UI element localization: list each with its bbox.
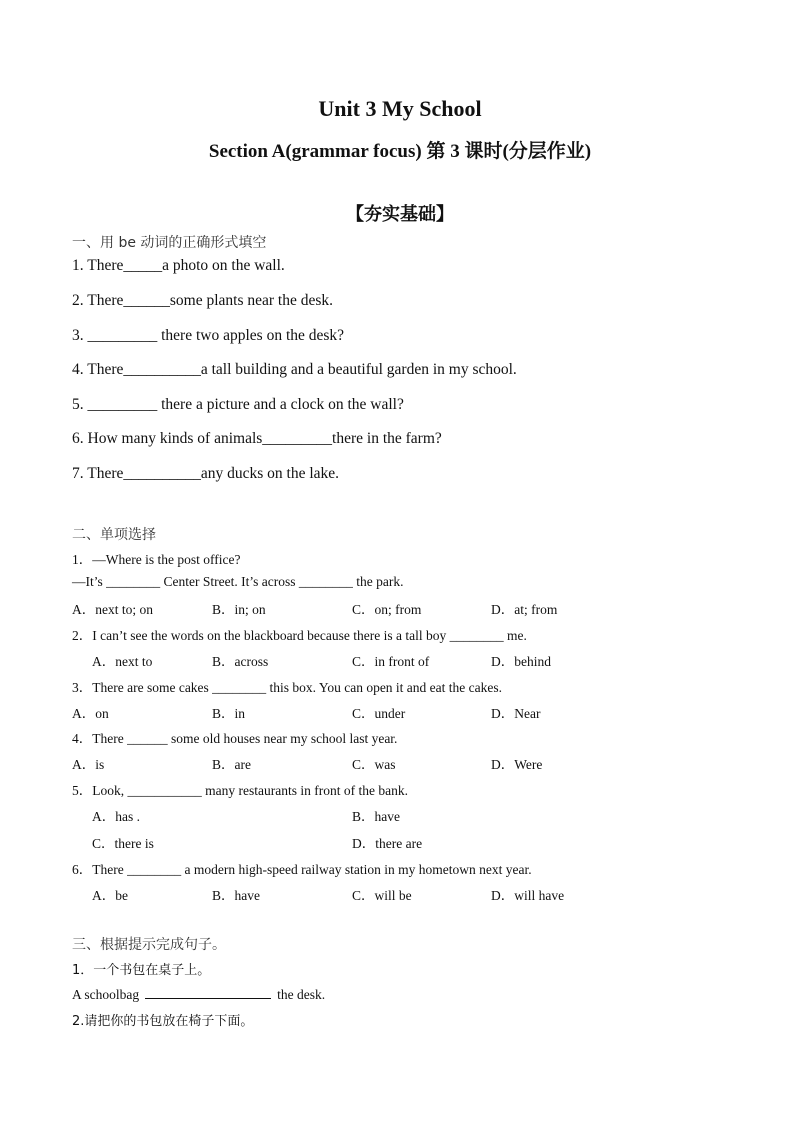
q2-option-c: C．in front of [352,654,430,669]
part1-heading: 一、用 be 动词的正确形式填空 [72,235,267,251]
part1-item-3: 3. _________ there two apples on the desk? [72,327,345,344]
q4-stem: 4．There ______ some old houses near my school last year. [72,731,398,746]
q3-option-a: A．on [72,706,109,721]
q5-option-c: C．there is [92,836,154,851]
q6-stem: 6．There ________ a modern high-speed railway station in my hometown next year. [72,862,532,877]
part1-item-4: 4. There__________a tall building and a beautiful garden in my school. [72,361,517,378]
q3-option-c: C．under [352,706,406,721]
q1-stem-2: —It’s ________ Center Street. It’s across ________ the park. [72,574,404,589]
q4-option-d: D．Were [491,757,543,772]
q1-option-c: C．on; from [352,602,422,617]
q5-option-b: B．have [352,809,400,824]
q1-option-a: A．next to; on [72,602,153,617]
q6-option-a: A．be [92,888,128,903]
q6-option-c: C．will be [352,888,412,903]
part3-q1-after: the desk. [277,987,326,1002]
part3-q1-before: A schoolbag [72,987,140,1002]
part2-heading: 二、单项选择 [72,527,156,543]
q6-option-d: D．will have [491,888,565,903]
unit-title: Unit 3 My School [318,96,482,121]
q3-stem: 3．There are some cakes ________ this box. You can open it and eat the cakes. [72,680,503,695]
q1-stem-1: 1．—Where is the post office? [72,552,241,567]
q5-option-d: D．there are [352,836,423,851]
q2-option-d: D．behind [491,654,551,669]
q3-option-b: B．in [212,706,246,721]
q3-option-d: D．Near [491,706,541,721]
q5-stem: 5．Look, ___________ many restaurants in front of the bank. [72,783,408,798]
section-subtitle: Section A(grammar focus) 第 3 课时(分层作业) [208,141,592,162]
q1-option-b: B．in; on [212,602,266,617]
q4-option-b: B．are [212,757,251,772]
part3-heading: 三、根据提示完成句子。 [72,937,226,953]
part1-item-7: 7. There__________any ducks on the lake. [72,465,340,482]
q2-option-b: B．across [212,654,269,669]
q4-option-a: A．is [72,757,105,772]
part1-item-1: 1. There_____a photo on the wall. [72,257,285,274]
part3-q1-english [72,984,325,1003]
q1-option-d: D．at; from [491,602,558,617]
part1-item-6: 6. How many kinds of animals_________there in the farm? [72,430,442,447]
q2-option-a: A．next to [92,654,153,669]
q4-option-c: C．was [352,757,396,772]
q2-stem: 2．I can’t see the words on the blackboard because there is a tall boy ________ me. [72,628,527,643]
q6-option-b: B．have [212,888,260,903]
q5-option-a: A．has . [92,809,140,824]
part1-item-2: 2. There______some plants near the desk. [72,292,333,309]
level-heading: 【夯实基础】 [346,204,454,224]
part1-item-5: 5. _________ there a picture and a clock on the wall? [72,396,404,413]
part3-q1-blank [145,984,271,999]
part3-q1-chinese: 1．一个书包在桌子上。 [72,963,211,978]
part3-q2-chinese: 2.请把你的书包放在椅子下面。 [72,1014,254,1029]
